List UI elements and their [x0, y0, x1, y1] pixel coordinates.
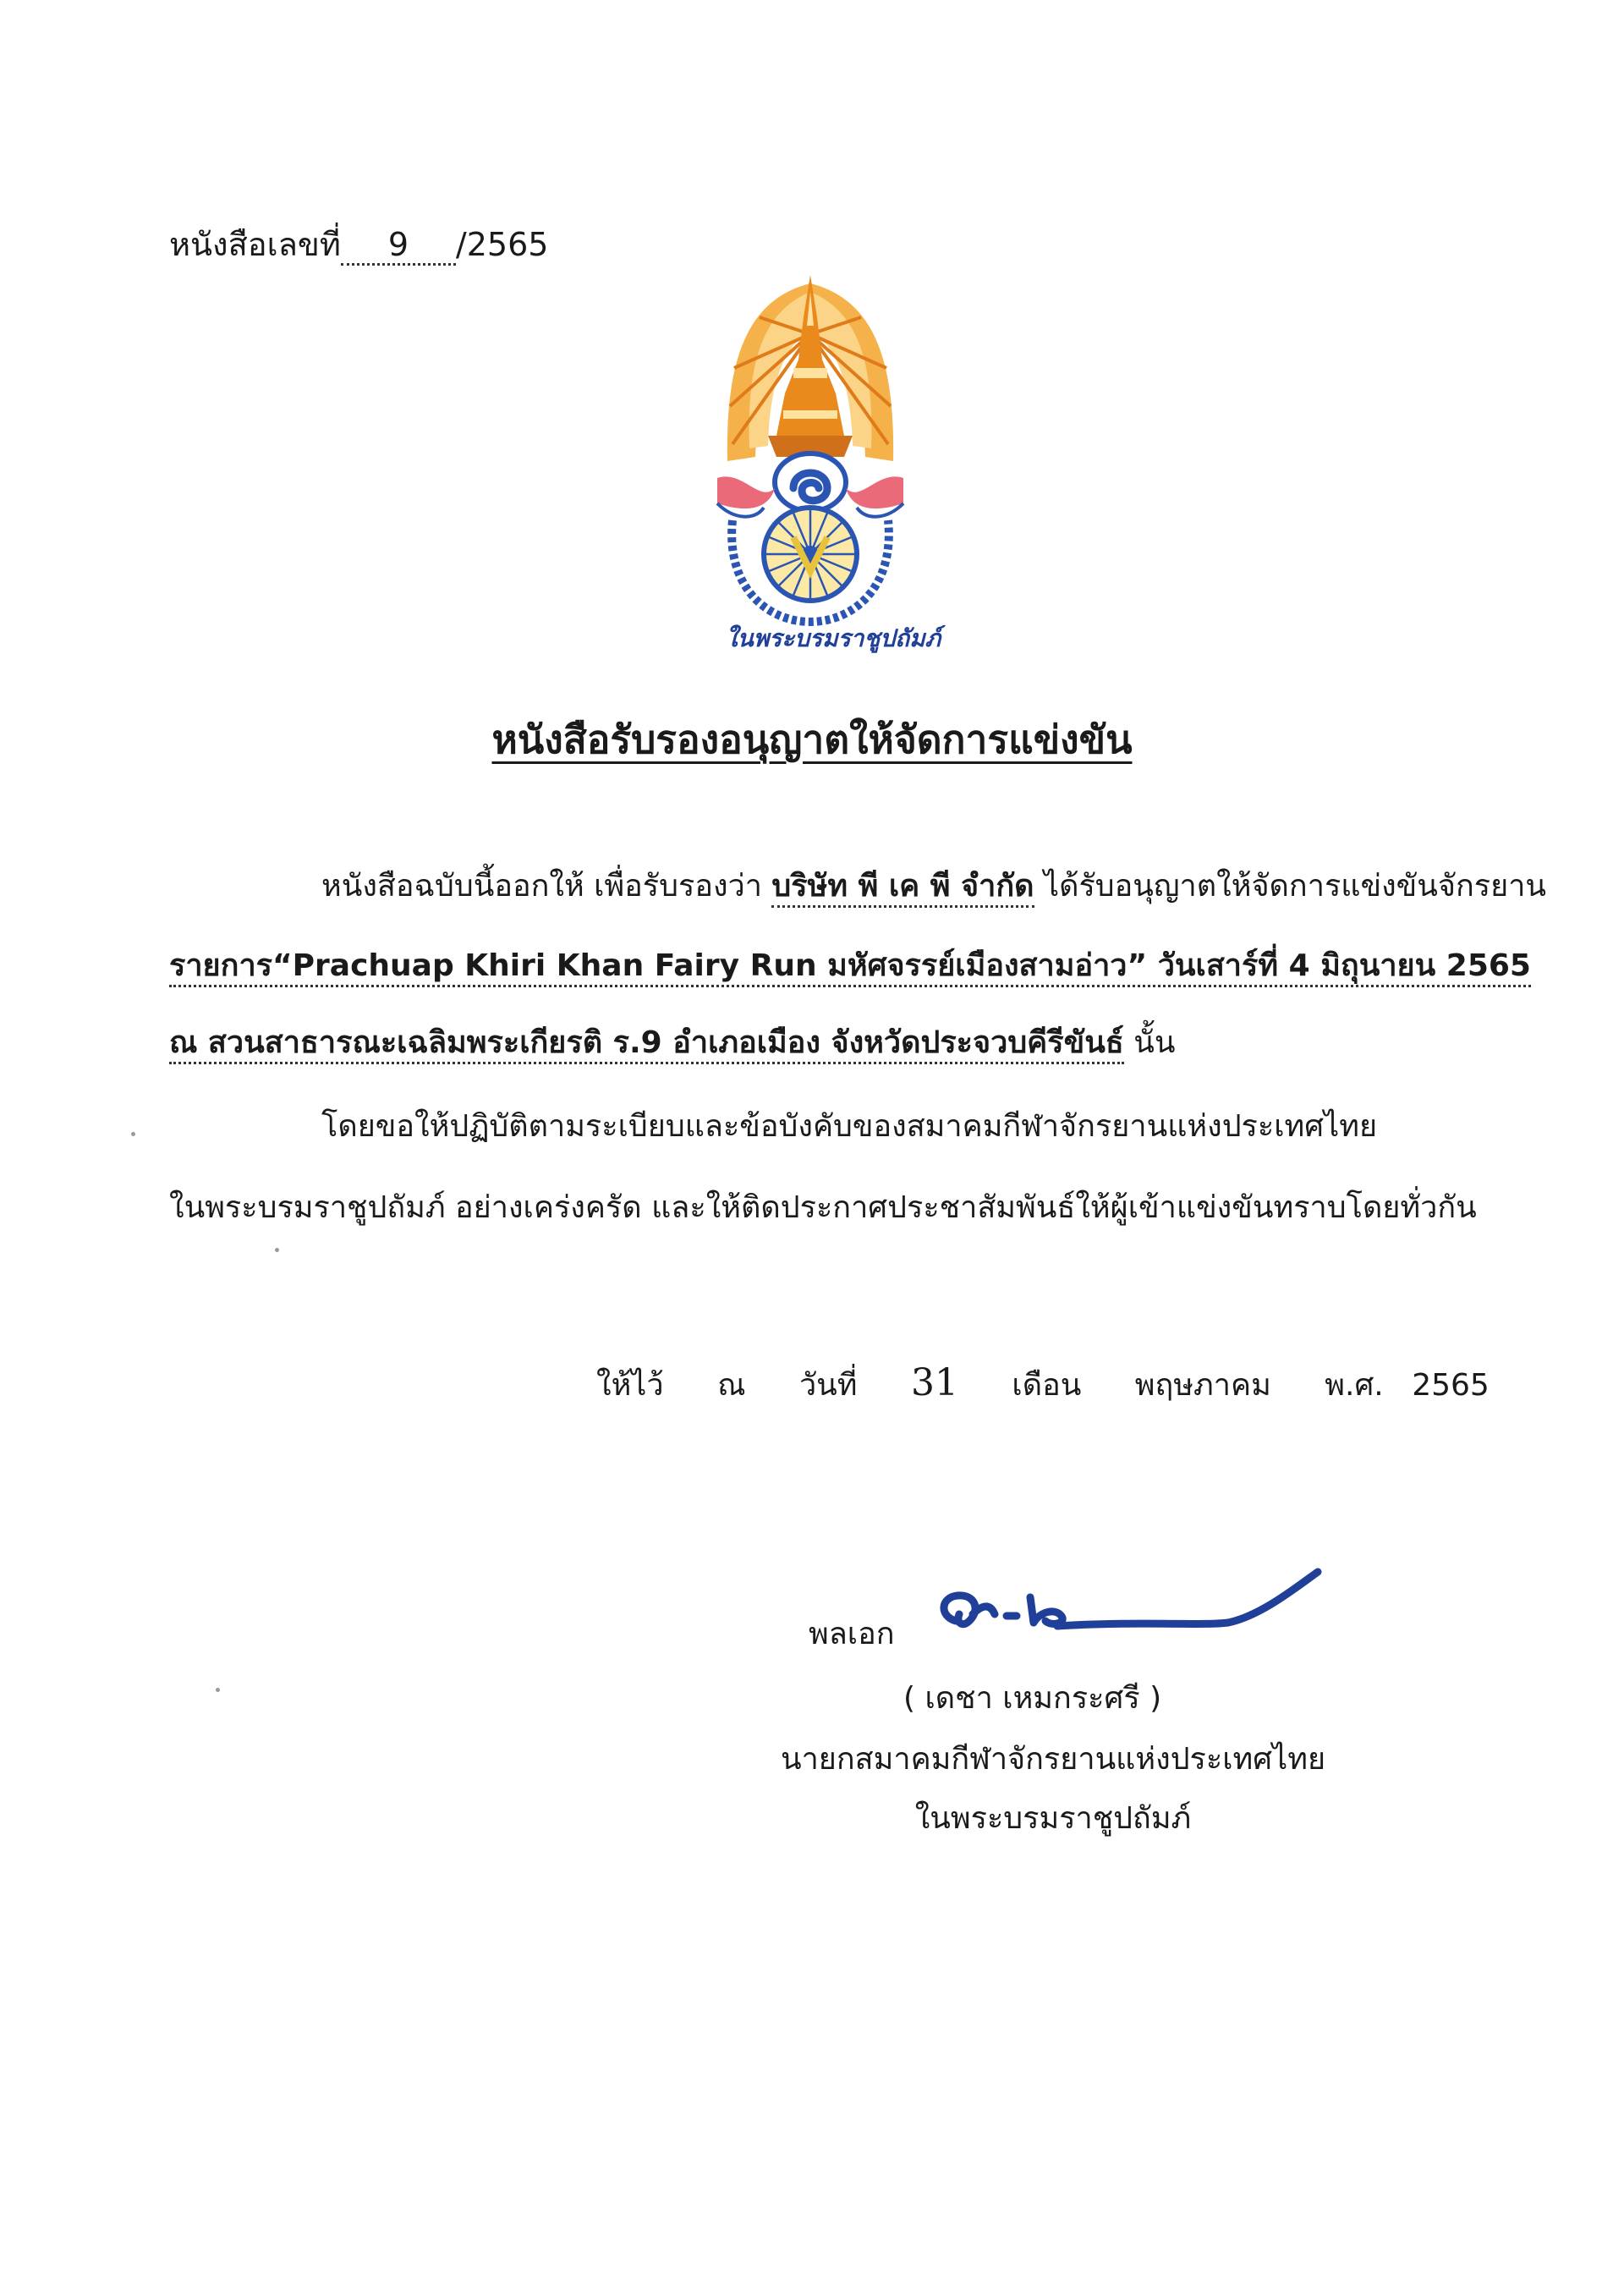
document-number-value: 9: [341, 228, 456, 266]
document-number-prefix: หนังสือเลขที่: [169, 226, 341, 263]
date-given-label: ให้ไว้: [596, 1368, 664, 1403]
date-year-value: 2565: [1412, 1368, 1490, 1403]
issue-date: [596, 1360, 1533, 1409]
body-line-1: [321, 861, 1546, 909]
date-day-value: 31: [910, 1361, 958, 1404]
body-line-4: โดยขอให้ปฏิบัติตามระเบียบและข้อบังคับของสมาคมกีฬาจักรยานแห่งประเทศไทย: [321, 1109, 1378, 1144]
body-line-2: [169, 941, 1531, 989]
document-number-suffix: /2565: [455, 226, 549, 263]
scan-speck: [131, 1132, 135, 1136]
body-line-3-end: นั้น: [1133, 1025, 1176, 1060]
scan-speck: [216, 1688, 220, 1692]
signatory-title-line-2: ในพระบรมราชูปถัมภ์: [914, 1801, 1192, 1836]
document-title: [0, 709, 1624, 771]
signatory-name: ( เดชา เหมกระศรี ): [903, 1681, 1162, 1716]
date-day-label: วันที่: [798, 1368, 858, 1403]
emblem-caption: ในพระบรมราชูปถัมภ์: [726, 624, 941, 652]
document-number: [169, 218, 548, 270]
signatory-title-line-1: นายกสมาคมกีฬาจักรยานแห่งประเทศไทย: [780, 1742, 1326, 1777]
emblem-numeral: [775, 453, 846, 511]
date-year-label: พ.ศ.: [1325, 1368, 1384, 1403]
signatory-rank: พลเอก: [809, 1617, 895, 1651]
scan-speck: [275, 1248, 279, 1252]
association-emblem-icon: [709, 266, 941, 656]
date-month-label: เดือน: [1012, 1368, 1082, 1403]
event-venue: ณ สวนสาธารณะเฉลิมพระเกียรติ ร.9 อำเภอเมือง จังหวัดประจวบคีรีขันธ์: [169, 1025, 1124, 1064]
handwritten-signature: [922, 1555, 1328, 1648]
body-line-5: ในพระบรมราชูปถัมภ์ อย่างเคร่งครัด และให้ติดประกาศประชาสัมพันธ์ให้ผู้เข้าแข่งขันทราบโดยทั่วกัน: [169, 1190, 1477, 1225]
body-line-3: [169, 1018, 1175, 1066]
document-title-text: หนังสือรับรองอนุญาตให้จัดการแข่งขัน: [491, 717, 1133, 762]
body-line-1-end: ได้รับอนุญาตให้จัดการแข่งขันจักรยาน: [1043, 869, 1547, 904]
date-at-label: ณ: [717, 1368, 746, 1403]
event-name: รายการ“Prachuap Khiri Khan Fairy Run มหัศจรรย์เมืองสามอ่าว” วันเสาร์ที่ 4 มิถุนายน 2565: [169, 948, 1531, 987]
date-month-value: พฤษภาคม: [1134, 1368, 1271, 1403]
body-line-1-start: หนังสือฉบับนี้ออกให้ เพื่อรับรองว่า: [321, 869, 762, 904]
company-name: บริษัท พี เค พี จำกัด: [771, 869, 1034, 908]
emblem-wheel: [764, 508, 857, 601]
